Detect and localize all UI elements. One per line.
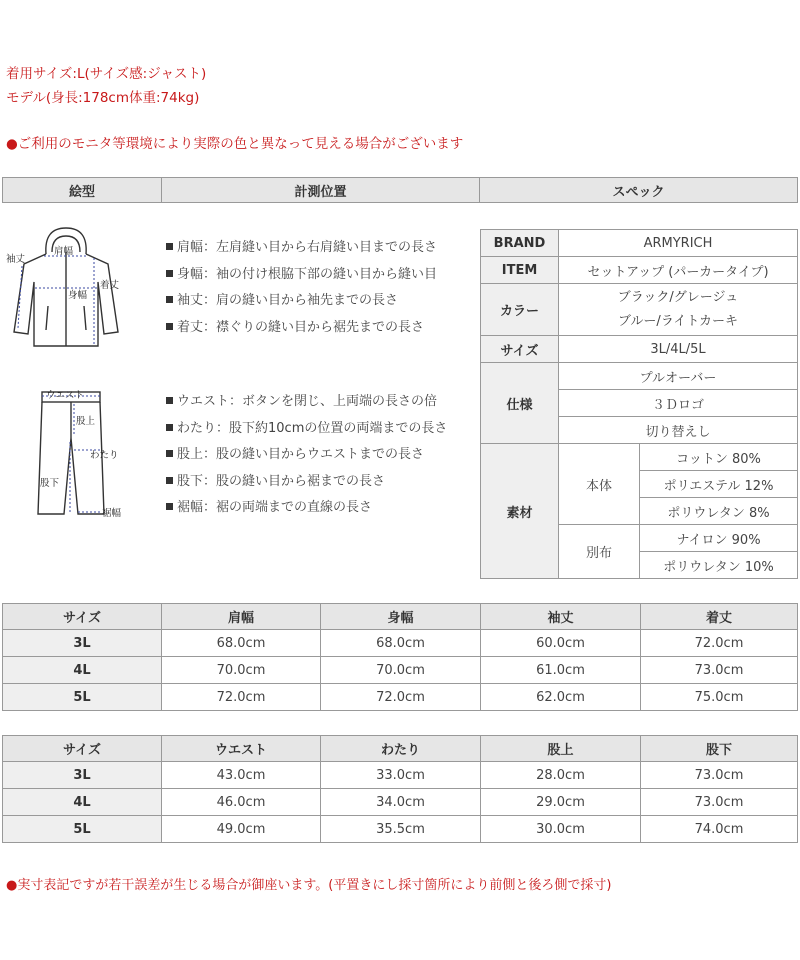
- model-size-text: 着用サイズ:L(サイズ感:ジャスト): [6, 66, 207, 82]
- spec-item-label: ITEM: [481, 257, 559, 284]
- hoodie-label-body: 身幅: [68, 290, 88, 301]
- spec-feature-item: 切り替えし: [559, 417, 798, 444]
- spec-feature-label: 仕様: [481, 363, 559, 444]
- table-row: 4L 70.0cm 70.0cm 61.0cm 73.0cm: [3, 657, 798, 684]
- table-header: 肩幅: [162, 604, 321, 630]
- model-body-text: モデル(身長:178cm体重:74kg): [6, 90, 200, 106]
- top-measure-item: 着丈：襟ぐりの縫い目から裾先までの長さ: [166, 315, 437, 342]
- header-spec: スペック: [480, 178, 798, 203]
- hoodie-label-shoulder: 肩幅: [54, 246, 74, 257]
- bottom-size-table: [2, 735, 798, 843]
- table-row: 5L 49.0cm 35.5cm 30.0cm 74.0cm: [3, 816, 798, 843]
- spec-other-label: 別布: [559, 525, 640, 579]
- top-measure-item: 袖丈：肩の縫い目から袖先までの長さ: [166, 288, 437, 315]
- bottom-measure-item: 裾幅：裾の両端までの直線の長さ: [166, 495, 447, 522]
- pants-label-hem: 裾幅: [102, 508, 122, 519]
- hoodie-label-length: 着丈: [100, 280, 120, 291]
- spec-material-item: ポリエステル 12%: [640, 471, 798, 498]
- spec-material-item: ポリウレタン 8%: [640, 498, 798, 525]
- bottom-measure-item: 股上：股の縫い目からウエストまでの長さ: [166, 442, 447, 469]
- pants-illustration: [34, 386, 134, 522]
- spec-brand-label: BRAND: [481, 230, 559, 257]
- bottom-measure-item: わたり：股下約10cmの位置の両端までの長さ: [166, 416, 447, 443]
- spec-table: [480, 229, 798, 579]
- bottom-measure-list: [166, 389, 447, 522]
- top-measure-item: 身幅：袖の付け根脇下部の縫い目から縫い目: [166, 262, 437, 289]
- table-header: サイズ: [3, 736, 162, 762]
- spec-color-value: ブラック/グレージュ ブルー/ライトカーキ: [559, 284, 798, 336]
- spec-color-label: カラー: [481, 284, 559, 336]
- header-illustration: 絵型: [3, 178, 162, 203]
- table-header: 股上: [481, 736, 641, 762]
- table-row: 3L 43.0cm 33.0cm 28.0cm 73.0cm: [3, 762, 798, 789]
- bottom-measure-item: ウエスト：ボタンを閉じ、上両端の長さの倍: [166, 389, 447, 416]
- spec-item-value: セットアップ (パーカータイプ): [559, 257, 798, 284]
- table-header: 着丈: [641, 604, 798, 630]
- top-size-table: [2, 603, 798, 711]
- table-header: 袖丈: [481, 604, 641, 630]
- spec-material-item: ナイロン 90%: [640, 525, 798, 552]
- table-row: 4L 46.0cm 34.0cm 29.0cm 73.0cm: [3, 789, 798, 816]
- table-header: 身幅: [321, 604, 481, 630]
- spec-main-label: 本体: [559, 444, 640, 525]
- spec-material-item: コットン 80%: [640, 444, 798, 471]
- top-measure-list: [166, 235, 437, 341]
- spec-material-item: ポリウレタン 10%: [640, 552, 798, 579]
- pants-label-thigh: わたり: [90, 450, 119, 461]
- pants-label-waist: ウエスト: [46, 390, 85, 401]
- table-row: 5L 72.0cm 72.0cm 62.0cm 75.0cm: [3, 684, 798, 711]
- pants-label-rise: 股上: [76, 416, 96, 427]
- bottom-measure-item: 股下：股の縫い目から裾までの長さ: [166, 469, 447, 496]
- header-measure: 計測位置: [162, 178, 480, 203]
- section-header: [2, 177, 798, 203]
- spec-material-label: 素材: [481, 444, 559, 579]
- spec-feature-item: プルオーバー: [559, 363, 798, 390]
- spec-size-label: サイズ: [481, 336, 559, 363]
- table-header: わたり: [321, 736, 481, 762]
- spec-brand-value: ARMYRICH: [559, 230, 798, 257]
- color-notice: ●ご利用のモニタ等環境により実際の色と異なって見える場合がございます: [6, 136, 464, 152]
- table-header: サイズ: [3, 604, 162, 630]
- hoodie-label-sleeve: 袖丈: [6, 254, 26, 265]
- measurement-notice: ●実寸表記ですが若干誤差が生じる場合が御座います。(平置きにし採寸箇所により前側と後ろ側で採寸): [6, 878, 612, 893]
- hoodie-illustration: [4, 222, 134, 360]
- table-header: ウエスト: [162, 736, 321, 762]
- table-row: 3L 68.0cm 68.0cm 60.0cm 72.0cm: [3, 630, 798, 657]
- top-measure-item: 肩幅：左肩縫い目から右肩縫い目までの長さ: [166, 235, 437, 262]
- pants-label-inseam: 股下: [40, 478, 60, 489]
- spec-feature-item: ３Ｄロゴ: [559, 390, 798, 417]
- spec-size-value: 3L/4L/5L: [559, 336, 798, 363]
- table-header: 股下: [641, 736, 798, 762]
